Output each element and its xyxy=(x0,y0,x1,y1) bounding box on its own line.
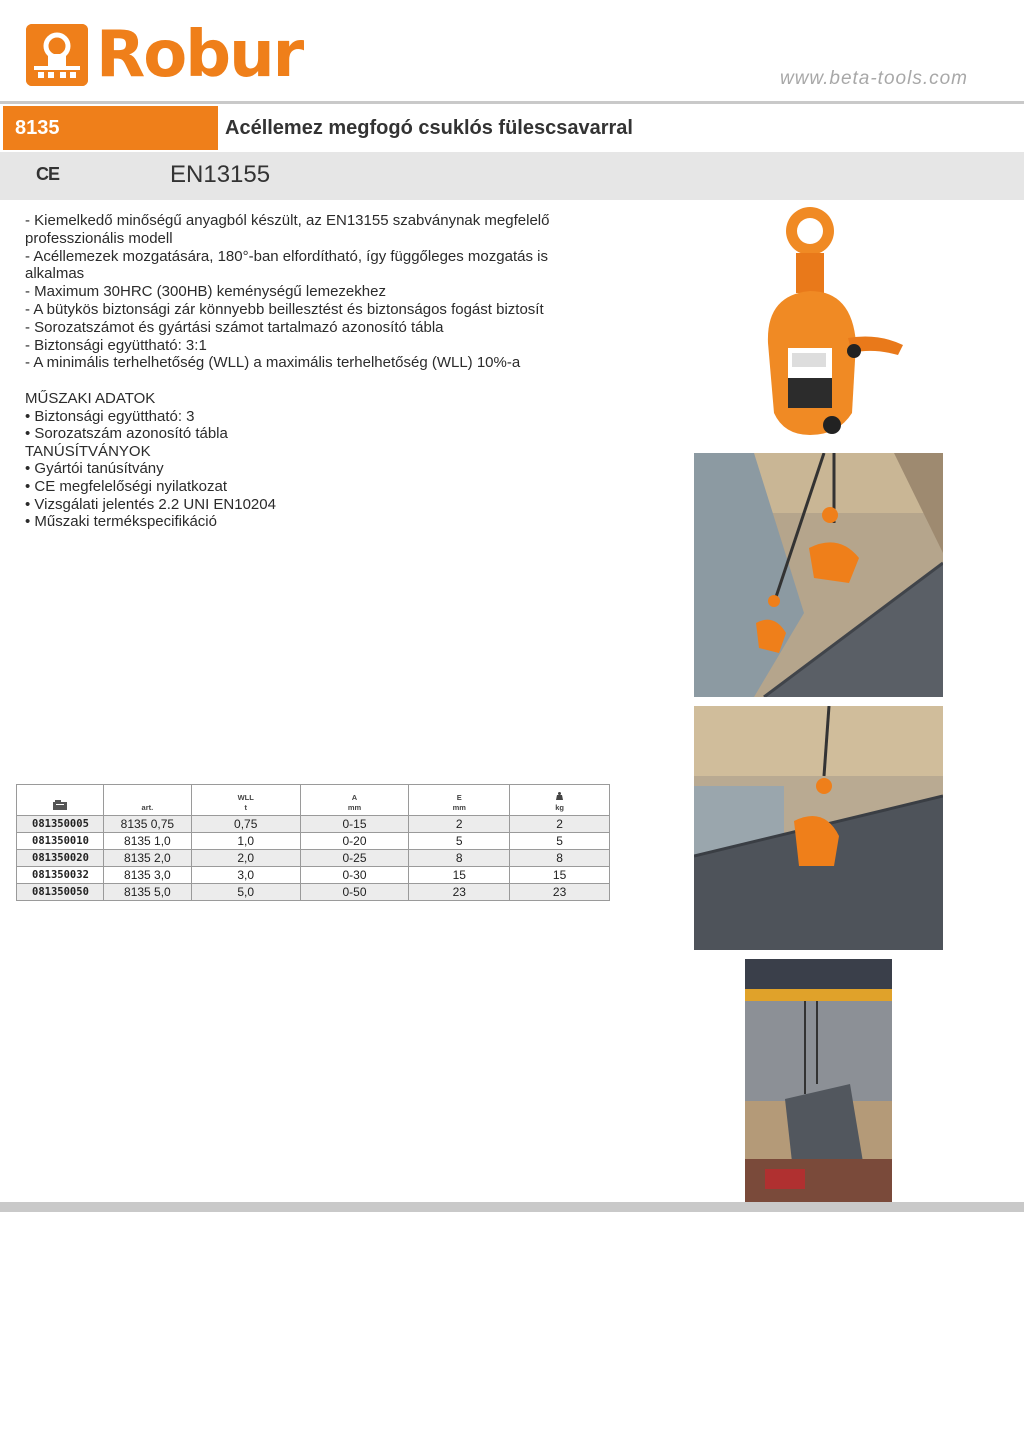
description-item: - Kiemelkedő minőségű anyagból készült, az EN13155 szabványnak megfelelő professzionális modell xyxy=(25,212,550,247)
row-wll: 3,0 xyxy=(191,867,300,884)
brand-name: Robur xyxy=(96,18,303,92)
description-list xyxy=(25,212,585,372)
row-a: 0-15 xyxy=(300,816,409,833)
certificate-item: • CE megfelelőségi nyilatkozat xyxy=(25,477,228,495)
row-a: 0-20 xyxy=(300,833,409,850)
row-e: 8 xyxy=(409,850,510,867)
description-item: - Maximum 30HRC (300HB) keménységű lemezekhez xyxy=(25,283,386,301)
row-art: 8135 1,0 xyxy=(103,833,191,850)
technical-item: • Biztonsági együttható: 3 xyxy=(25,407,195,425)
description-item: - Acéllemezek mozgatására, 180°-ban elfordítható, így függőleges mozgatás is alkalmas xyxy=(25,247,548,283)
row-code: 081350010 xyxy=(17,833,104,850)
row-code: 081350005 xyxy=(17,816,104,833)
title-bar xyxy=(0,106,1024,150)
row-kg: 8 xyxy=(510,850,610,867)
product-image xyxy=(748,203,908,443)
wll-column-header: WLL t xyxy=(191,785,300,816)
row-wll: 1,0 xyxy=(191,833,300,850)
row-art: 8135 5,0 xyxy=(103,884,191,901)
row-kg: 2 xyxy=(510,816,610,833)
row-code: 081350050 xyxy=(17,884,104,901)
description-item: - Sorozatszámot és gyártási számot tartalmazó azonosító tábla xyxy=(25,318,444,336)
code-column-header xyxy=(17,785,104,816)
usage-photo-3 xyxy=(745,959,892,1202)
row-a: 0-30 xyxy=(300,867,409,884)
standard-label: EN13155 xyxy=(170,161,271,188)
technical-item: • Sorozatszám azonosító tábla xyxy=(25,425,228,443)
row-wll: 5,0 xyxy=(191,884,300,901)
row-kg: 15 xyxy=(510,867,610,884)
certificate-item: • Gyártói tanúsítvány xyxy=(25,460,164,478)
certificates-heading: TANÚSÍTVÁNYOK xyxy=(25,442,151,460)
row-art: 8135 3,0 xyxy=(103,867,191,884)
ce-mark-icon: CE xyxy=(36,164,60,184)
row-wll: 0,75 xyxy=(191,816,300,833)
certificate-item: • Műszaki termékspecifikáció xyxy=(25,513,217,531)
row-art: 8135 2,0 xyxy=(103,850,191,867)
row-code: 081350020 xyxy=(17,850,104,867)
barcode-icon xyxy=(53,800,67,810)
technical-section xyxy=(25,390,276,531)
row-art: 8135 0,75 xyxy=(103,816,191,833)
row-e: 15 xyxy=(409,867,510,884)
table-row xyxy=(17,833,610,850)
specification-table xyxy=(16,784,610,901)
footer-rule xyxy=(0,1202,1024,1212)
product-code: 8135 xyxy=(3,106,218,150)
robur-logo-icon xyxy=(26,24,88,86)
table-row xyxy=(17,867,610,884)
row-a: 0-50 xyxy=(300,884,409,901)
table-row xyxy=(17,884,610,901)
row-e: 2 xyxy=(409,816,510,833)
header-rule xyxy=(0,101,1024,104)
description-item: - A bütykös biztonsági zár könnyebb beillesztést és biztonságos fogást biztosít xyxy=(25,300,544,318)
technical-heading: MŰSZAKI ADATOK xyxy=(25,390,156,407)
e-column-header: E mm xyxy=(409,785,510,816)
usage-photo-2 xyxy=(694,706,943,950)
row-kg: 23 xyxy=(510,884,610,901)
usage-photo-1 xyxy=(694,453,943,697)
table-row xyxy=(17,816,610,833)
standard-bar xyxy=(0,152,1024,200)
certificate-item: • Vizsgálati jelentés 2.2 UNI EN10204 xyxy=(25,495,276,513)
art-column-header: art. xyxy=(103,785,191,816)
a-column-header: A mm xyxy=(300,785,409,816)
row-code: 081350032 xyxy=(17,867,104,884)
weight-column-header: kg xyxy=(510,785,610,816)
description-item: - Biztonsági együttható: 3:1 xyxy=(25,336,207,354)
product-title: Acéllemez megfogó csuklós fülescsavarral xyxy=(225,117,633,139)
row-e: 5 xyxy=(409,833,510,850)
description-item: - A minimális terhelhetőség (WLL) a maximális terhelhetőség (WLL) 10%-a xyxy=(25,354,521,372)
row-a: 0-25 xyxy=(300,850,409,867)
row-e: 23 xyxy=(409,884,510,901)
table-header-row xyxy=(17,785,610,816)
site-url[interactable]: www.beta-tools.com xyxy=(779,68,968,89)
weight-icon xyxy=(556,793,563,802)
row-wll: 2,0 xyxy=(191,850,300,867)
row-kg: 5 xyxy=(510,833,610,850)
table-row xyxy=(17,850,610,867)
brand-logo xyxy=(26,18,303,92)
